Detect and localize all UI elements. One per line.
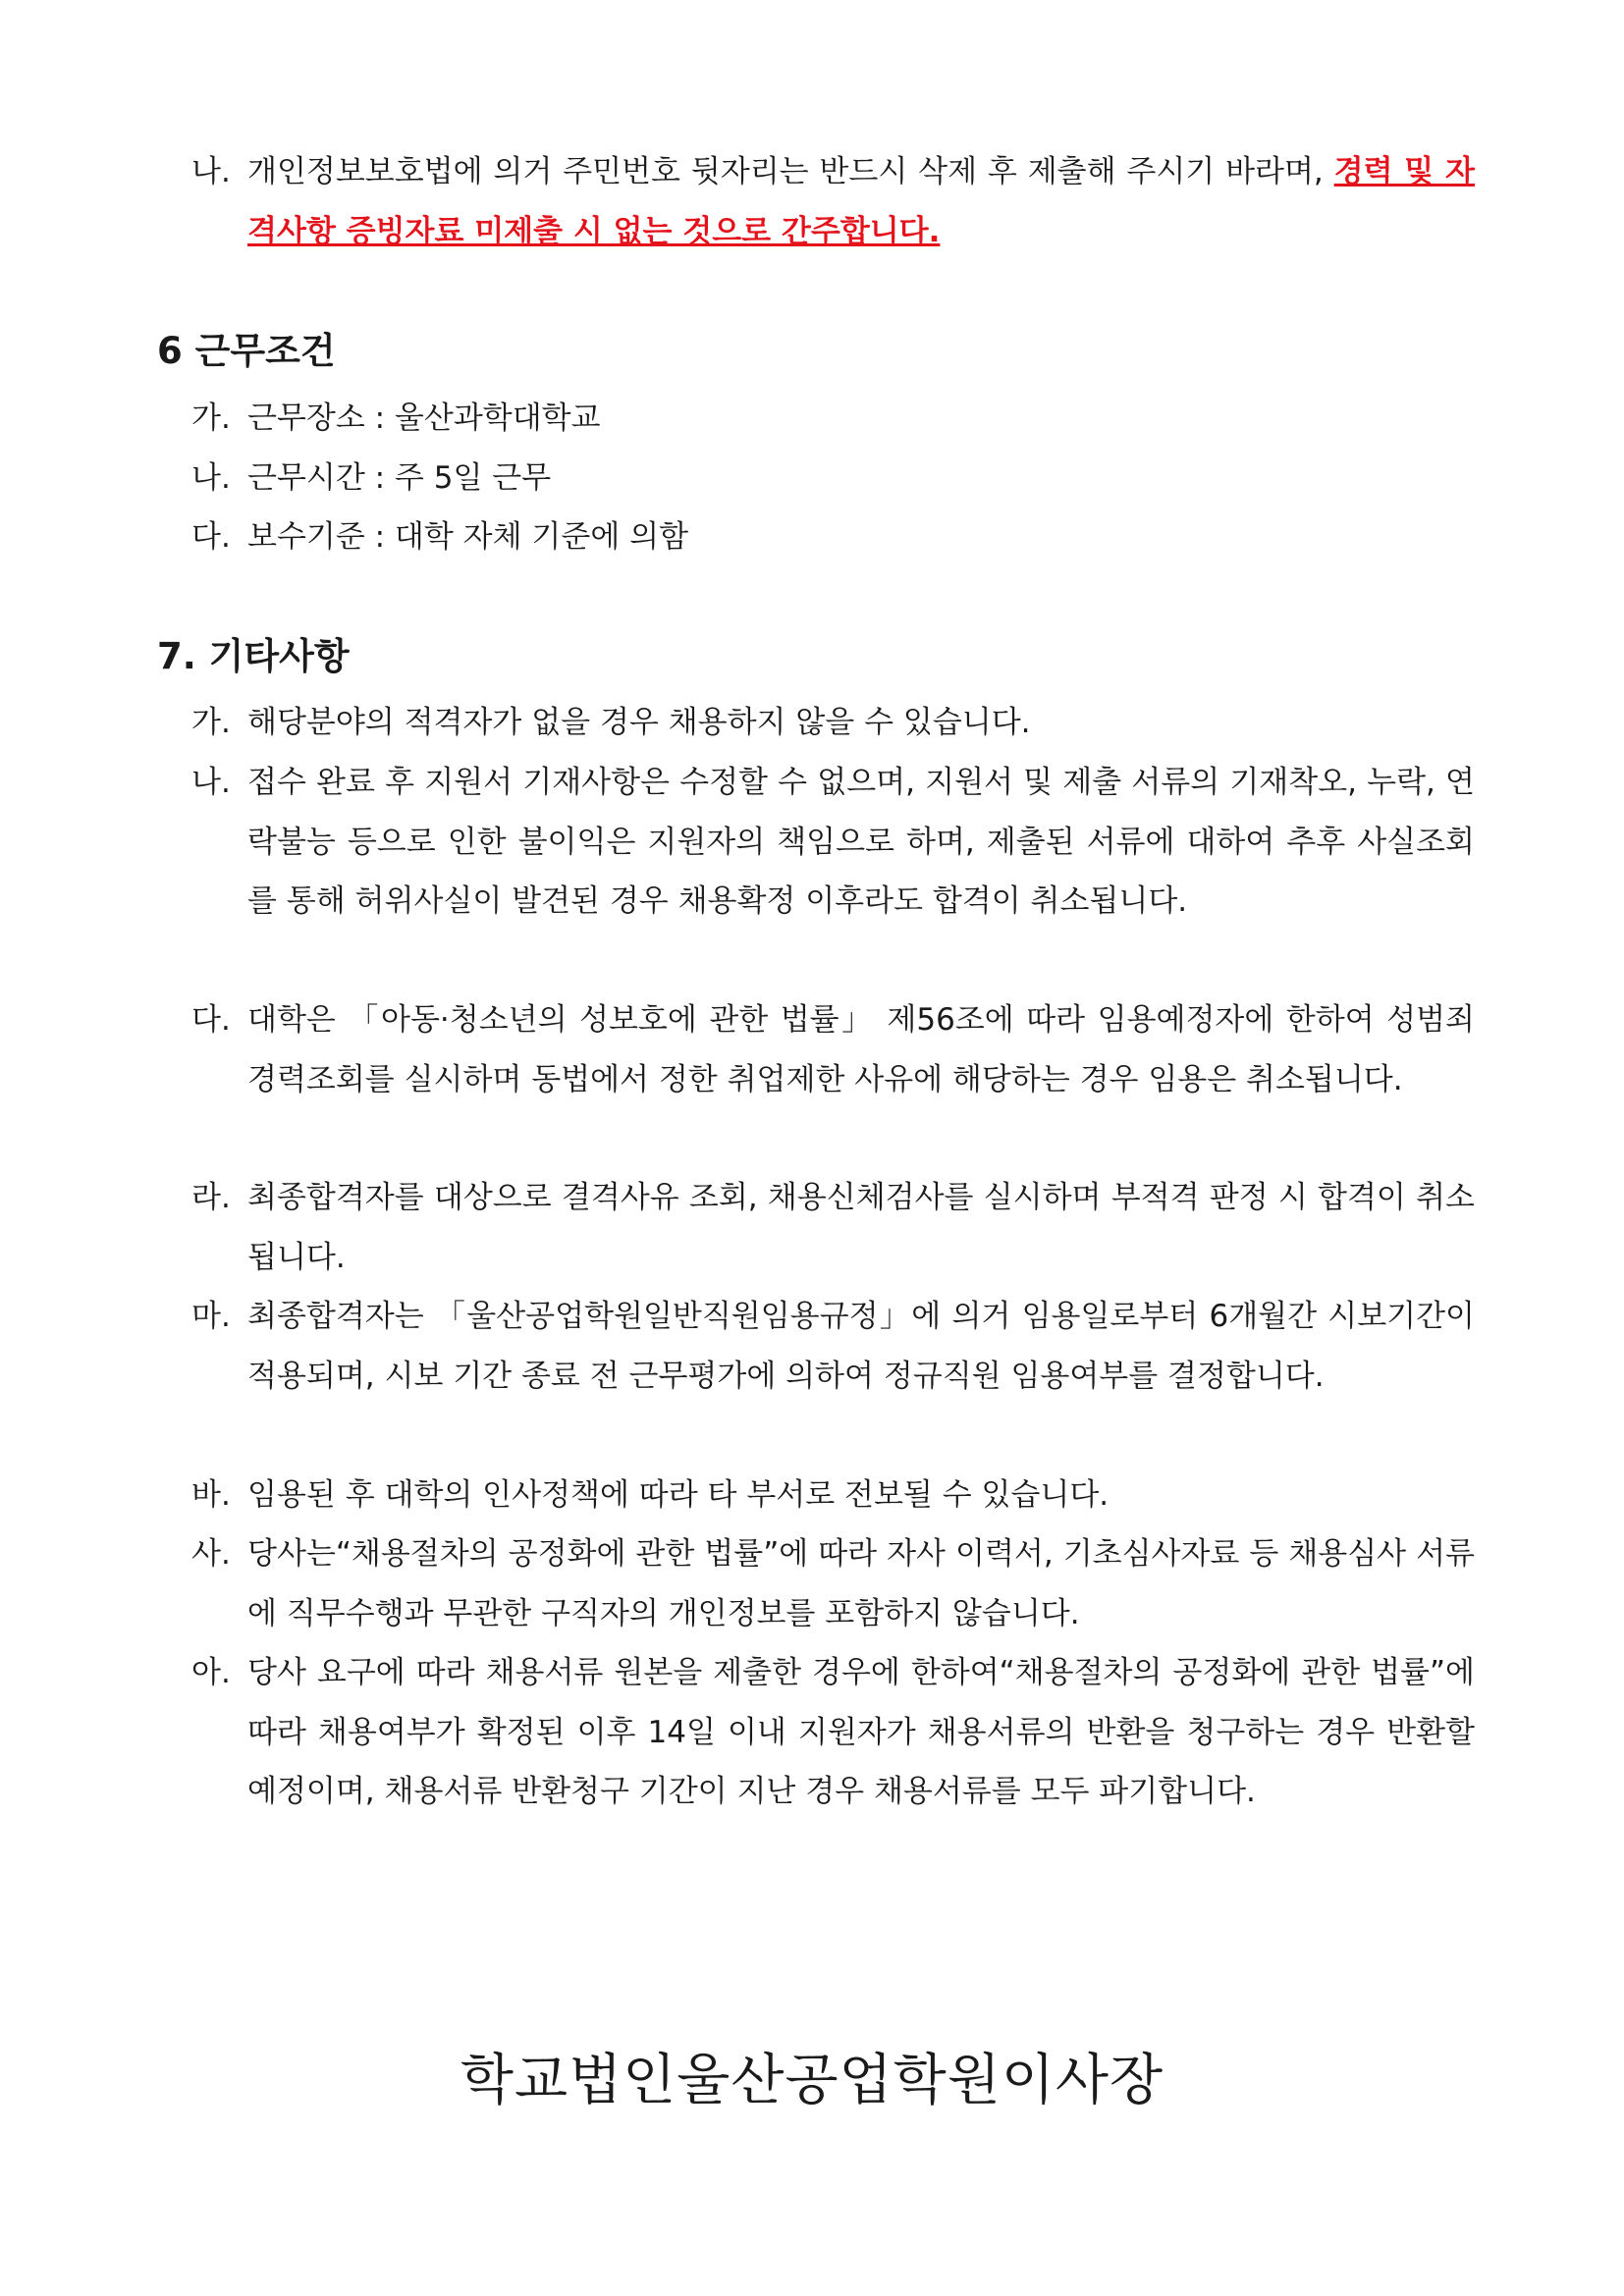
- section-heading: 6 근무조건: [157, 330, 336, 372]
- list-marker: 라.: [191, 1180, 231, 1215]
- list-item-text: 당사는“채용절차의 공정화에 관한 법률”에 따라 자사 이력서, 기초심사자료 등 채용심사 서류에 직무수행과 무관한 구직자의 개인정보를 포함하지 않습니다.: [247, 1536, 1475, 1631]
- list-marker: 아.: [191, 1655, 231, 1690]
- list-item-text: 근무장소 : 울산과학대학교: [247, 400, 601, 436]
- list-item-text: 최종합격자는 「울산공업학원일반직원임용규정」에 의거 임용일로부터 6개월간 시보기간이 적용되며, 시보 기간 종료 전 근무평가에 의하여 정규직원 임용여부를 결정합니다.: [247, 1299, 1475, 1394]
- list-marker: 가.: [191, 705, 231, 740]
- list-item: [0, 142, 1624, 261]
- list-marker: 나.: [191, 765, 231, 800]
- list-item-text: 임용된 후 대학의 인사정책에 따라 타 부서로 전보될 수 있습니다.: [247, 1477, 1110, 1513]
- list-item-text: 대학은 「아동·청소년의 성보호에 관한 법률」 제56조에 따라 임용예정자에 한하여 성범죄 경력조회를 실시하며 동법에서 정한 취업제한 사유에 해당하는 경우 임용은 취소됩니다.: [247, 1002, 1475, 1097]
- list-marker: 나.: [191, 154, 231, 189]
- item-text: 개인정보보호법에 의거 주민번호 뒷자리는 반드시 삭제 후 제출해 주시기 바라며,: [247, 154, 1334, 189]
- list-item-text: [247, 142, 1475, 261]
- list-marker: 바.: [191, 1477, 231, 1513]
- list-marker: 사.: [191, 1536, 231, 1572]
- issuer-signature: 학교법인울산공업학원이사장: [460, 2049, 1164, 2112]
- list-item-text: 해당분야의 적격자가 없을 경우 채용하지 않을 수 있습니다.: [247, 705, 1031, 740]
- list-item-text: 당사 요구에 따라 채용서류 원본을 제출한 경우에 한하여“채용절차의 공정화에 관한 법률”에 따라 채용여부가 확정된 이후 14일 이내 지원자가 채용서류의 반환을 청구하는 경우 반환할 예정이며, 채용서류 반환청구 기간이 지난 경우 채용서류를 모두 파기합니다.: [247, 1655, 1475, 1809]
- list-item: [0, 449, 1624, 508]
- list-marker: 다.: [191, 1002, 231, 1038]
- list-item-text: 보수기준 : 대학 자체 기준에 의함: [247, 519, 689, 555]
- list-item-text: 최종합격자를 대상으로 결격사유 조회, 채용신체검사를 실시하며 부적격 판정 시 합격이 취소됩니다.: [247, 1180, 1475, 1275]
- list-marker: 나.: [191, 460, 231, 496]
- emphasis-notice: 경력 및 자격사항 증빙자료 미제출 시 없는 것으로 간주합니다.: [247, 154, 1475, 249]
- list-item: [0, 507, 1624, 567]
- list-marker: 가.: [191, 400, 231, 436]
- list-marker: 마.: [191, 1299, 231, 1334]
- list-item-text: 근무시간 : 주 5일 근무: [247, 460, 552, 496]
- list-marker: 다.: [191, 519, 231, 555]
- section-heading: 7. 기타사항: [157, 635, 350, 677]
- list-item: [0, 389, 1624, 449]
- list-item-text: 접수 완료 후 지원서 기재사항은 수정할 수 없으며, 지원서 및 제출 서류의 기재착오, 누락, 연락불능 등으로 인한 불이익은 지원자의 책임으로 하며, 제출된 서류에 대하여 추후 사실조회를 통해 허위사실이 발견된 경우 채용확정 이후라도 합격이 취소됩니다.: [247, 765, 1475, 919]
